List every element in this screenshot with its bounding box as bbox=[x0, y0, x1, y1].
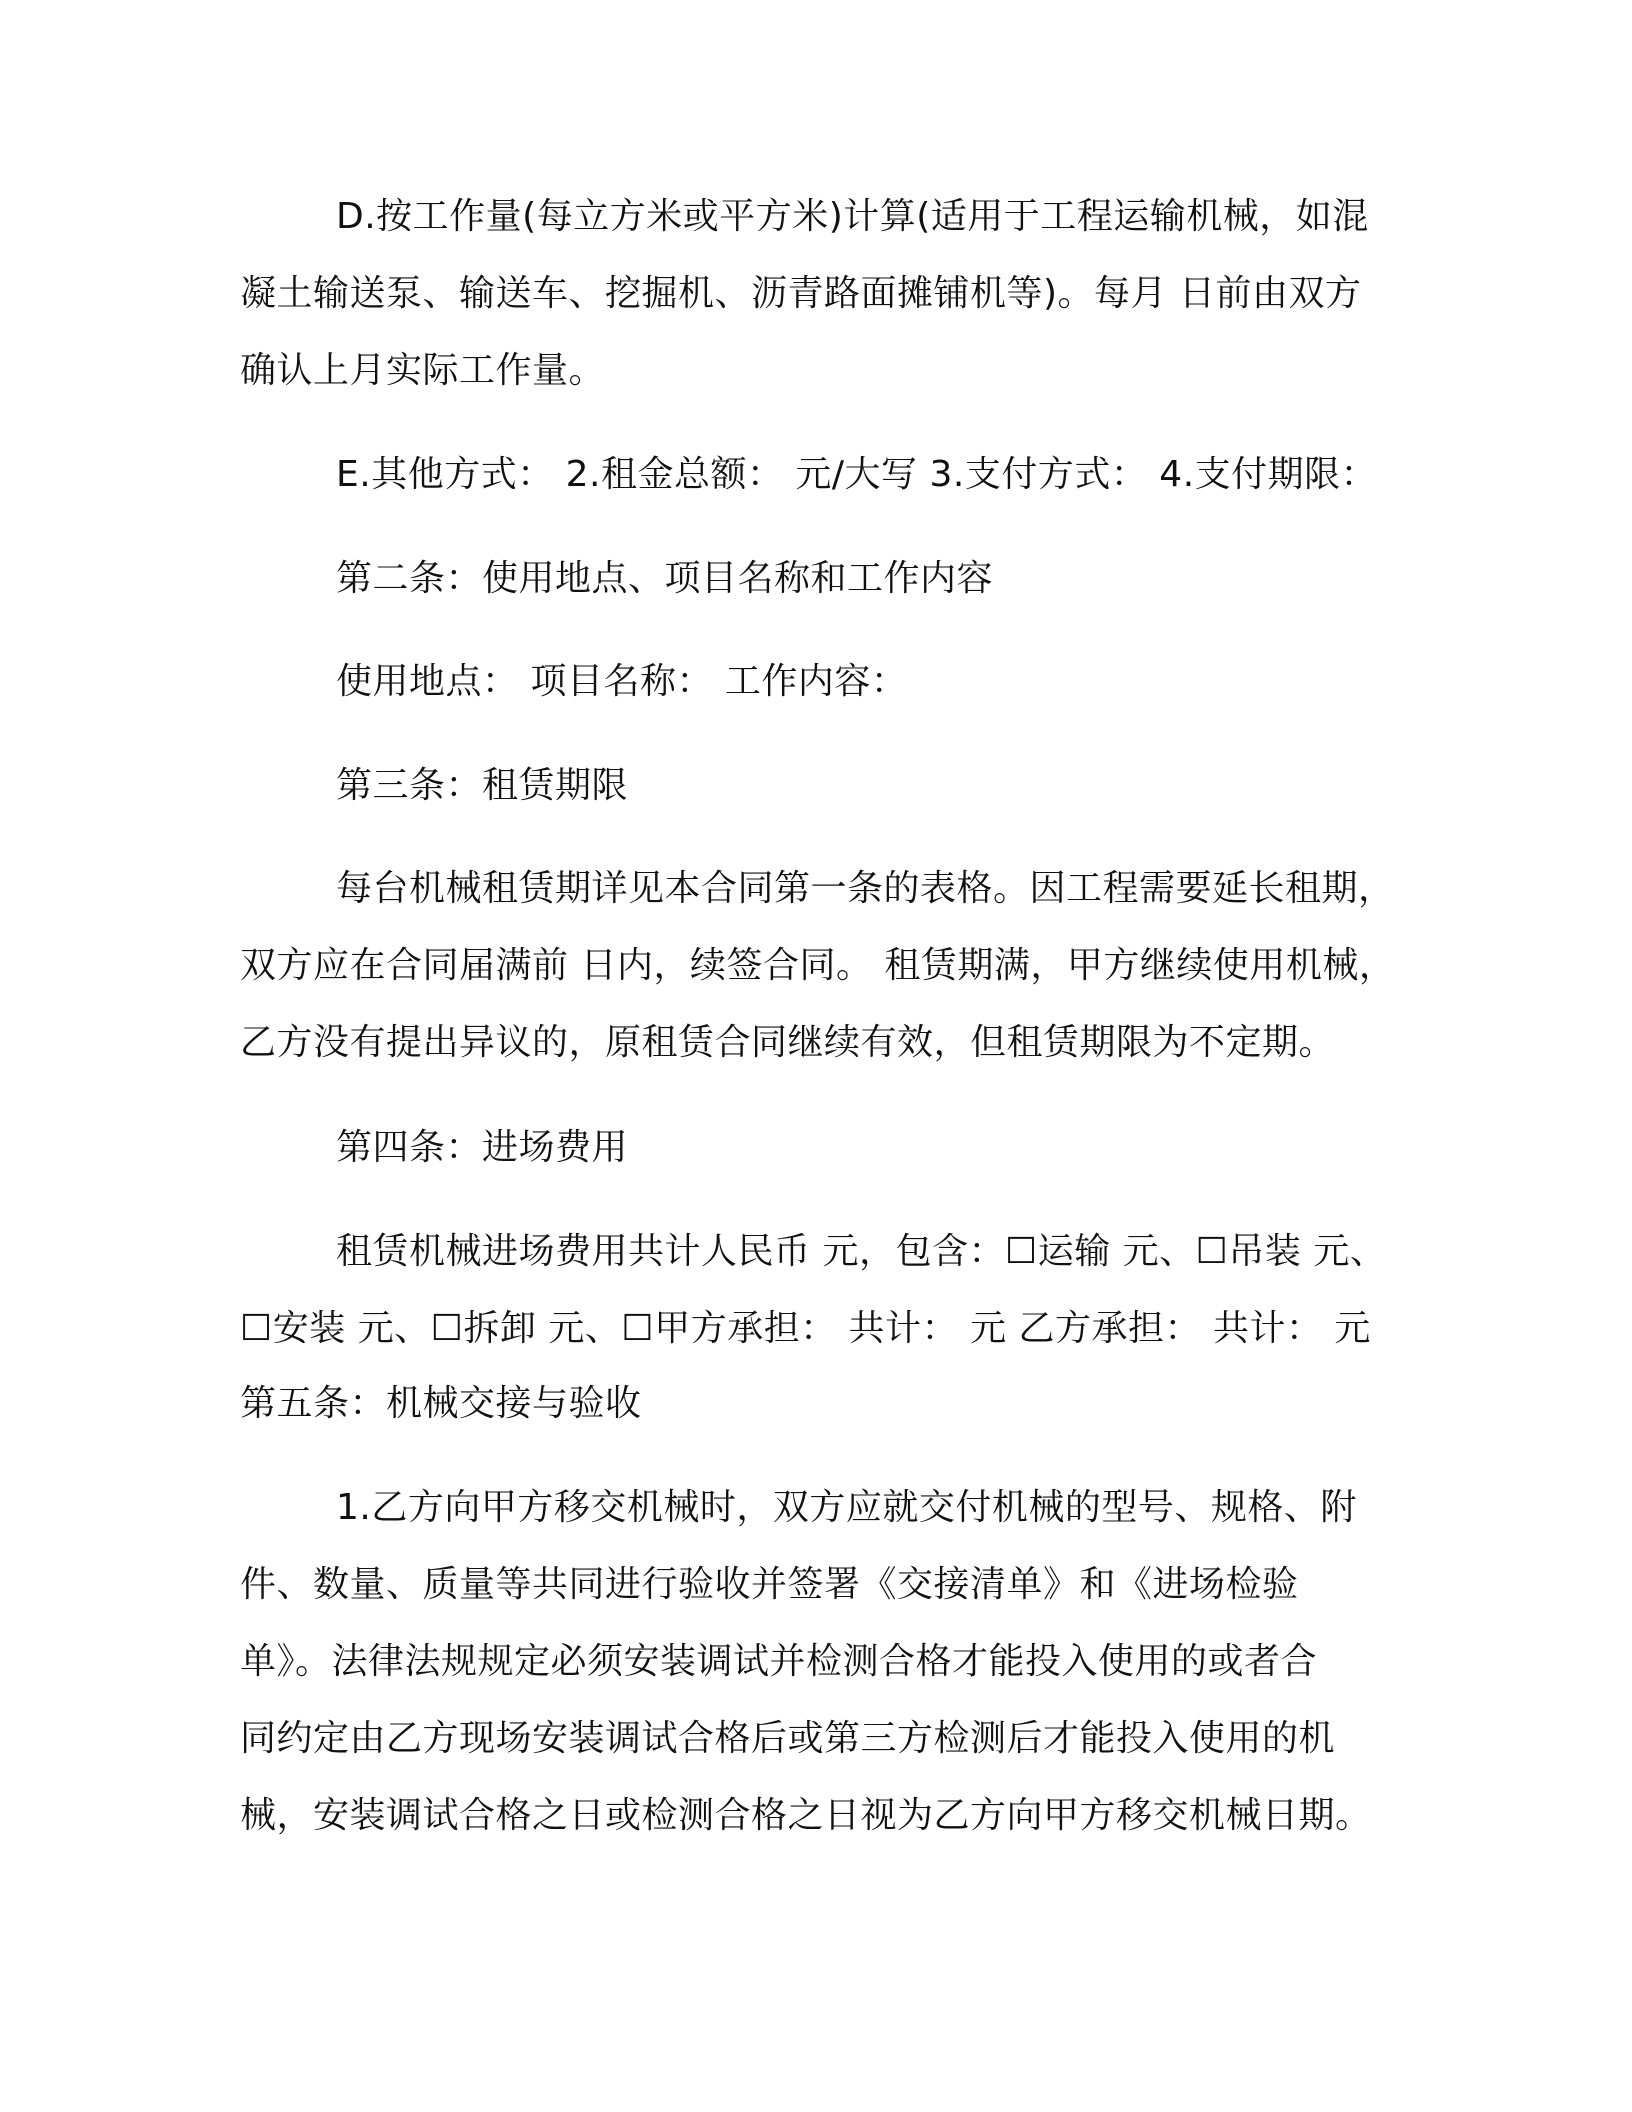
text-line: 使用地点： 项目名称： 工作内容： bbox=[336, 661, 908, 702]
text-line: 租赁机械进场费用共计人民币 元，包含：☐运输 元、☐吊装 元、 bbox=[336, 1231, 1387, 1272]
text-line: 每台机械租赁期详见本合同第一条的表格。因工程需要延长租期， bbox=[336, 868, 1395, 909]
text-line: 同约定由乙方现场安装调试合格后或第三方检测后才能投入使用的机 bbox=[240, 1718, 1336, 1759]
text-line: 凝土输送泵、输送车、挖掘机、沥青路面摊铺机等)。每月 日前由双方 bbox=[240, 273, 1362, 314]
text-line: E.其他方式： 2.租金总额： 元/大写 3.支付方式： 4.支付期限： bbox=[336, 454, 1378, 495]
text-line: 件、数量、质量等共同进行验收并签署《交接清单》和《进场检验 bbox=[240, 1564, 1299, 1605]
text-line: 乙方没有提出异议的，原租赁合同继续有效，但租赁期限为不定期。 bbox=[240, 1022, 1336, 1063]
text-line: 确认上月实际工作量。 bbox=[240, 350, 606, 391]
text-line: 单》。法律法规规定必须安装调试并检测合格才能投入使用的或者合 bbox=[240, 1641, 1318, 1682]
text-line: 1.乙方向甲方移交机械时，双方应就交付机械的型号、规格、附 bbox=[336, 1487, 1357, 1528]
text-line: D.按工作量(每立方米或平方米)计算(适用于工程运输机械，如混 bbox=[336, 196, 1369, 237]
section-heading: 第四条：进场费用 bbox=[336, 1127, 629, 1168]
section-heading: 第五条：机械交接与验收 bbox=[240, 1383, 642, 1424]
text-line: 双方应在合同届满前 日内，续签合同。 租赁期满，甲方继续使用机械， bbox=[240, 945, 1396, 986]
text-line: ☐安装 元、☐拆卸 元、☐甲方承担： 共计： 元 乙方承担： 共计： 元 bbox=[240, 1308, 1371, 1349]
section-heading: 第二条：使用地点、项目名称和工作内容 bbox=[336, 558, 994, 599]
section-heading: 第三条：租赁期限 bbox=[336, 765, 629, 806]
text-line: 械，安装调试合格之日或检测合格之日视为乙方向甲方移交机械日期。 bbox=[240, 1795, 1372, 1836]
